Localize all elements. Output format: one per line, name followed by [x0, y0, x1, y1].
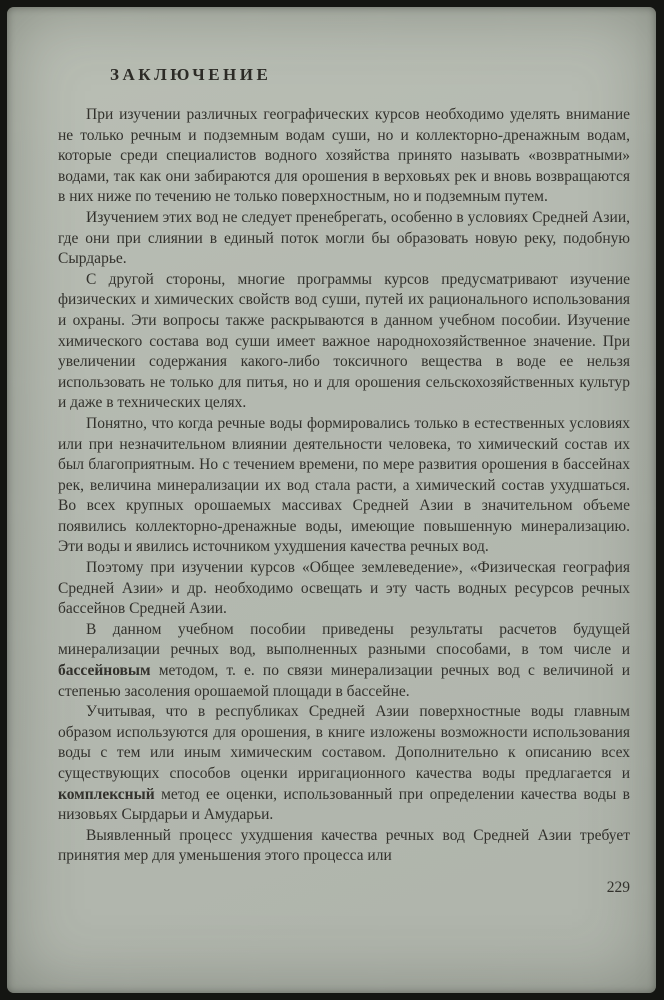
paragraph-text: метод ее оценки, использованный при определении качества воды в низовьях Сырдарьи и Амударьи. [58, 785, 630, 824]
paragraph-text: Учитывая, что в республиках Средней Азии поверхностные воды главным образом используются для орошения, в книге изложены возможности использования воды с тем или иным химическим составом. Дополнительно к описанию всех существующих способов оценки ирригационного качества воды предлагается и [58, 703, 630, 782]
paragraph-text: В данном учебном пособии приведены результаты расчетов будущей минерализации речных вод, выполненных разными способами, в том числе и [58, 620, 630, 659]
paragraph-text: С другой стороны, многие программы курсов предусматривают изучение физических и химических свойств вод суши, путей их рационального использования и охраны. Эти вопросы также раскрываются в данном учебном пособии. Изучение химического состава вод суши имеет важное народнохозяйственное значение. При увеличении содержания какого-либо токсичного вещества в воде ее нельзя использовать не только для питья, но и для орошения сельскохозяйственных культур и даже в технических целях. [58, 270, 630, 412]
page-content [58, 65, 630, 963]
page-number: 229 [606, 878, 630, 896]
paragraph [58, 826, 630, 867]
paragraph-text: Понятно, что когда речные воды формировались только в естественных условиях или при незначительном влиянии деятельности человека, то химический состав их был благоприятным. Но с течением времени, по мере развития орошения в бассейнах рек, величина минерализации их вод стала расти, а химический состав ухудшаться. Во всех крупных орошаемых массивах Средней Азии в значительном объеме появились коллекторно-дренажные воды, имеющие повышенную минерализацию. Эти воды и явились источником ухудшения качества речных вод. [58, 414, 630, 556]
paragraph [58, 208, 630, 270]
paragraph [58, 414, 630, 558]
paragraph-text: Выявленный процесс ухудшения качества речных вод Средней Азии требует принятия мер для уменьшения этого процесса или [58, 826, 630, 865]
paragraph-text: Изучением этих вод не следует пренебрегать, особенно в условиях Средней Азии, где они при слиянии в единый поток могли бы образовать новую реку, подобную Сырдарье. [58, 208, 630, 268]
paragraph-bold-term: комплексный [58, 785, 155, 803]
paragraph-text: методом, т. е. по связи минерализации речных вод с величиной и степенью засоления орошаемой площади в бассейне. [58, 662, 630, 700]
book-page [7, 7, 656, 993]
paragraph [58, 105, 630, 208]
paragraph [58, 558, 630, 620]
body-text [58, 105, 630, 867]
paragraph [58, 270, 630, 414]
page-heading: ЗАКЛЮЧЕНИЕ [110, 65, 272, 84]
paragraph-bold-term: бассейновым [58, 662, 151, 680]
paragraph [58, 702, 630, 826]
paragraph-text: Поэтому при изучении курсов «Общее землеведение», «Физическая география Средней Азии» и др. необходимо освещать и эту часть водных ресурсов речных бассейнов Средней Азии. [58, 559, 630, 618]
paragraph [58, 620, 630, 702]
paragraph-text: При изучении различных географических курсов необходимо уделять внимание не только речным и подземным водам суши, но и коллекторно-дренажным водам, которые среди специалистов водного хозяйства принято называть «возвратными» водами, так как они забираются для орошения в верховьях рек и вновь возвращаются в них ниже по течению не только поверхностным, но и подземным путем. [58, 106, 630, 206]
